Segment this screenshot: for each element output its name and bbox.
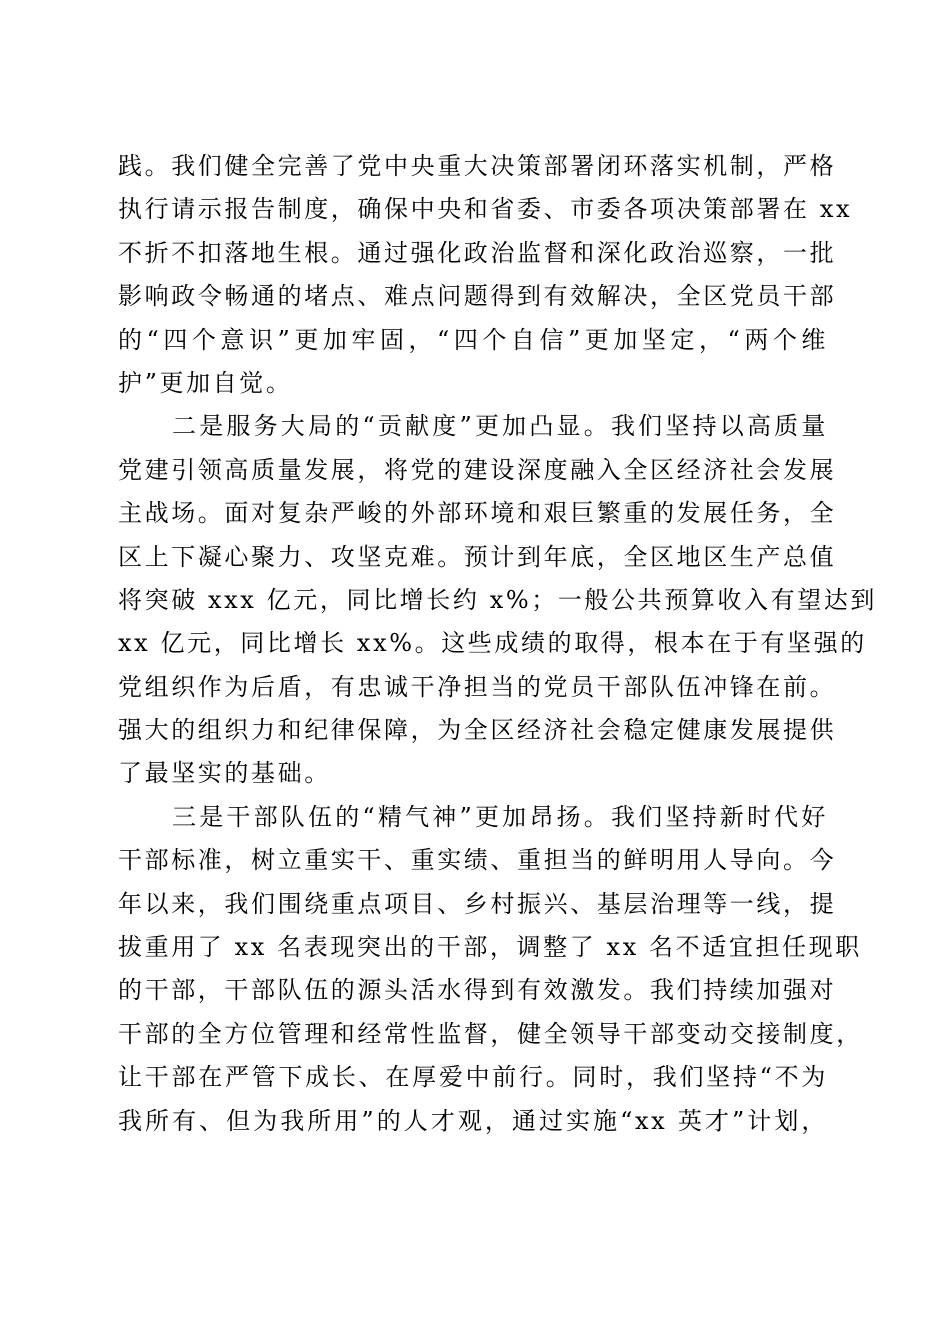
paragraph-2-line-4: 区上下凝心聚力、攻坚克难。预计到年底，全区地区生产总值 [118,542,837,571]
paragraph-2-line-2: 党建引领高质量发展，将党的建设深度融入全区经济社会发展 [118,455,837,484]
paragraph-2-line-5: 将突破 xxx 亿元，同比增长约 x%；一般公共预算收入有望达到 [118,585,878,614]
paragraph-2-line-1 [118,405,828,448]
paragraph-3-line-8: 我所有、但为我所用”的人才观，通过实施“xx 英才”计划， [118,1106,828,1135]
paragraph-1-line-6: 护”更加自觉。 [118,368,293,397]
paragraph-2-line-9: 了最坚实的基础。 [118,759,331,788]
paragraph-3-line-1-text: 我们坚持新时代好 [610,802,828,831]
paragraph-2-line-3: 主战场。面对复杂严峻的外部环境和艰巨繁重的发展任务，全 [118,499,837,528]
paragraph-3-line-1 [118,796,828,839]
paragraph-2-line-8: 强大的组织力和纪律保障，为全区经济社会稳定健康发展提供 [118,716,837,745]
paragraph-1-line-1: 践。我们健全完善了党中央重大决策部署闭环落实机制，严格 [118,152,837,180]
paragraph-3-line-7: 让干部在严管下成长、在厚爱中前行。同时，我们坚持“不为 [118,1063,828,1092]
paragraph-3-line-4: 拔重用了 xx 名表现突出的干部，调整了 xx 名不适宜担任现职 [118,933,862,962]
paragraph-2-line-1-text: 我们坚持以高质量 [610,412,828,441]
paragraph-2-line-7: 党组织作为后盾，有忠诚干净担当的党员干部队伍冲锋在前。 [118,672,837,701]
paragraph-2-line-6: xx 亿元，同比增长 xx%。这些成绩的取得，根本在于有坚强的 [118,629,867,658]
paragraph-3-lead-heading: 三是干部队伍的“精气神”更加昂扬。 [172,802,611,831]
paragraph-3-line-6: 干部的全方位管理和经常性监督，健全领导干部变动交接制度， [118,1019,863,1048]
paragraph-1-line-5: 的“四个意识”更加牢固，“四个自信”更加坚定，“两个维 [118,325,828,354]
paragraph-3-line-3: 年以来，我们围绕重点项目、乡村振兴、基层治理等一线，提 [118,889,837,918]
paragraph-1-line-4: 影响政令畅通的堵点、难点问题得到有效解决，全区党员干部 [118,282,837,311]
paragraph-1-line-3: 不折不扣落地生根。通过强化政治监督和深化政治巡察，一批 [118,238,837,267]
paragraph-3-line-2: 干部标准，树立重实干、重实绩、重担当的鲜明用人导向。今 [118,846,837,875]
paragraph-2-lead-heading: 二是服务大局的“贡献度”更加凸显。 [172,412,611,441]
document-body [118,145,878,1143]
paragraph-3-line-5: 的干部，干部队伍的源头活水得到有效激发。我们持续加强对 [118,976,837,1005]
paragraph-1-line-2: 执行请示报告制度，确保中央和省委、市委各项决策部署在 xx [118,195,853,224]
